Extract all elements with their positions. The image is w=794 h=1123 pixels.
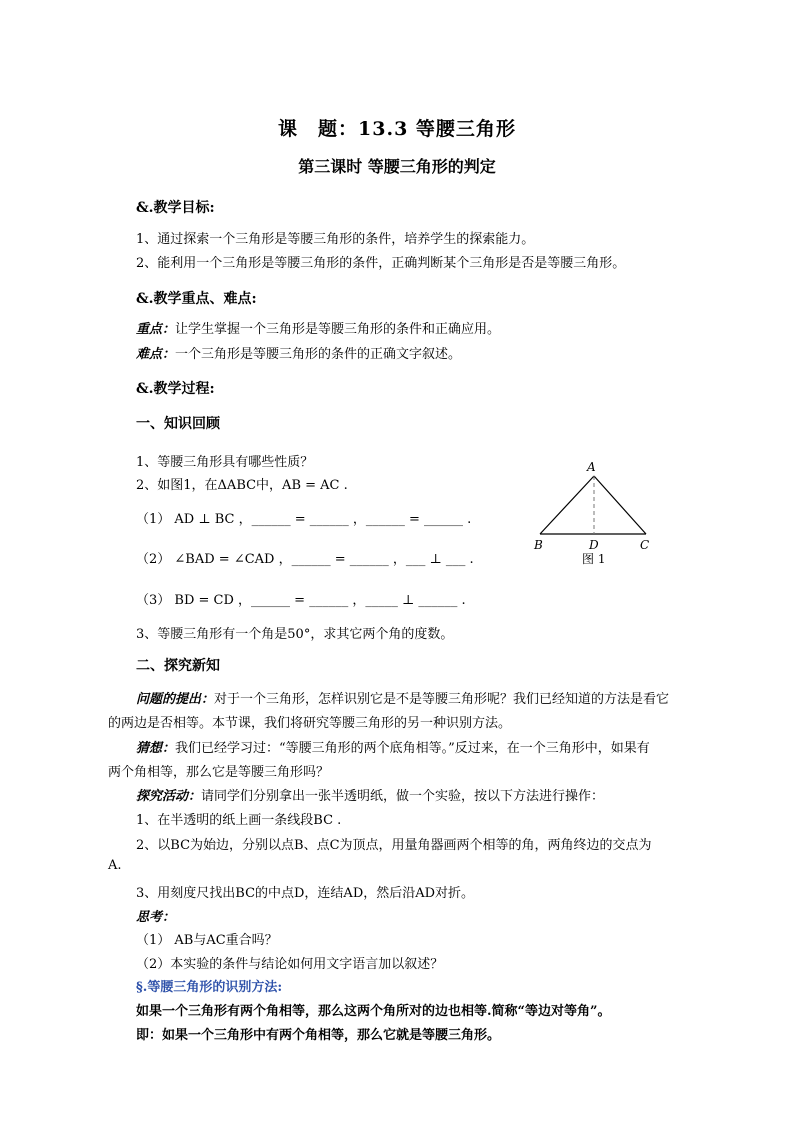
figure-caption: 图 1	[582, 552, 606, 566]
point-d-label: D	[589, 538, 599, 552]
figure-1-triangle	[532, 458, 662, 573]
objective-1: 1、通过探索一个三角形是等腰三角形的条件，培养学生的探索能力。	[136, 232, 535, 247]
vertex-c-label: C	[640, 538, 650, 552]
step-2-cont: A.	[108, 858, 122, 873]
keypoint-2-label: 难点：	[136, 347, 176, 362]
problem-cont: 的两边是否相等。本节课，我们将研究等腰三角形的另一种识别方法。	[108, 716, 512, 731]
part1-heading: 一、知识回顾	[136, 416, 220, 432]
keypoint-1-text: 让学生掌握一个三角形是等腰三角形的条件和正确应用。	[175, 322, 501, 337]
review-item-3: （3） BD = CD ，______ = ______ ，_____ ⊥ ______ .	[136, 593, 466, 608]
conjecture-text: 我们已经学习过：“等腰三角形的两个底角相等。”反过来，在一个三角形中，如果有	[175, 741, 650, 756]
problem-text: 对于一个三角形，怎样识别它是不是等腰三角形呢？我们已经知道的方法是看它	[214, 692, 670, 707]
think-label: 思考：	[136, 910, 176, 925]
activity-label: 探究活动：	[136, 789, 202, 804]
review-q3: 3、等腰三角形有一个角是50°，求其它两个角的度数。	[136, 627, 454, 642]
vertex-a-label: A	[587, 460, 596, 474]
process-heading: &.教学过程:	[136, 381, 215, 397]
side-ab	[540, 476, 594, 534]
page-title: 课 题：13.3 等腰三角形	[278, 118, 516, 140]
review-q1: 1、等腰三角形具有哪些性质？	[136, 455, 314, 470]
method-heading: §.等腰三角形的识别方法:	[136, 980, 283, 995]
review-item-1: （1） AD ⊥ BC ，______ = ______ ，______ = ______ .	[136, 512, 472, 527]
method-rule-2: 即：如果一个三角形中有两个角相等，那么它就是等腰三角形。	[136, 1028, 501, 1043]
think-q2: （2）本实验的条件与结论如何用文字语言加以叙述？	[136, 957, 444, 972]
activity-text: 请同学们分别拿出一张半透明纸，做一个实验，按以下方法进行操作：	[201, 789, 605, 804]
review-item-2: （2） ∠BAD = ∠CAD ，______ = ______ ，___ ⊥ ___ .	[136, 552, 474, 567]
step-2: 2、以BC为始边，分别以点B、点C为顶点，用量角器画两个相等的角，两角终边的交点为	[136, 838, 652, 853]
conjecture-label: 猜想：	[136, 741, 176, 756]
problem-para	[136, 688, 669, 707]
objective-2: 2、能利用一个三角形是等腰三角形的条件，正确判断某个三角形是否是等腰三角形。	[136, 256, 626, 271]
keypoint-1-label: 重点：	[136, 322, 176, 337]
method-rule-1: 如果一个三角形有两个角相等，那么这两个角所对的边也相等.简称“等边对等角”。	[136, 1004, 611, 1019]
keypoints-heading: &.教学重点、难点:	[136, 291, 257, 307]
step-1: 1、在半透明的纸上画一条线段BC .	[136, 813, 342, 828]
think-q1: （1） AB与AC重合吗？	[136, 933, 278, 948]
vertex-b-label: B	[534, 538, 543, 552]
conjecture-para	[136, 737, 650, 756]
problem-label: 问题的提出：	[136, 692, 215, 707]
activity-para	[136, 785, 604, 804]
keypoint-2	[136, 343, 461, 362]
side-ac	[594, 476, 646, 534]
keypoint-1	[136, 318, 500, 337]
keypoint-2-text: 一个三角形是等腰三角形的条件的正确文字叙述。	[175, 347, 462, 362]
conjecture-cont: 两个角相等，那么它是等腰三角形吗？	[108, 765, 330, 780]
page-subtitle: 第三课时 等腰三角形的判定	[298, 157, 496, 176]
review-q2: 2、如图1，在ΔABC中，AB = AC .	[136, 478, 348, 493]
step-3: 3、用刻度尺找出BC的中点D，连结AD，然后沿AD对折。	[136, 886, 475, 901]
part2-heading: 二、探究新知	[136, 658, 220, 674]
objectives-heading: &.教学目标:	[136, 200, 215, 216]
